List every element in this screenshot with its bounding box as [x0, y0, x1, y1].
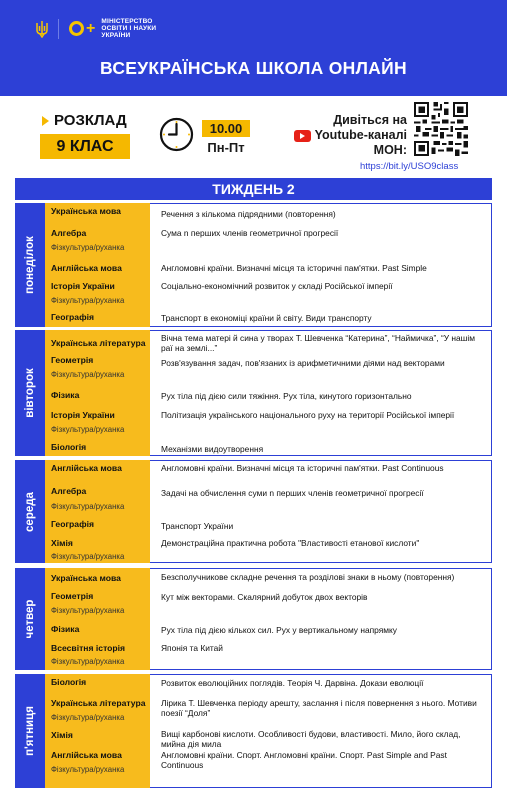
subject-cell	[45, 621, 150, 637]
subject-name: Українська мова	[51, 573, 121, 583]
lesson-topic: Рух тіла під дією сили тяжіння. Рух тіла, кинутого горизонтально	[161, 391, 412, 401]
day-label-bar	[15, 674, 45, 788]
subject-name: Всесвітня історія	[51, 643, 126, 653]
subject-activity: Фізкультура/руханка	[51, 370, 125, 379]
lesson-topic: Англомовні країни. Визначні місця та історичні пам'ятки. Past Continuous	[161, 463, 444, 473]
subject-name: Біологія	[51, 677, 87, 687]
subject-cell	[45, 225, 150, 260]
subject-cell	[45, 750, 150, 788]
subject-name: Геометрія	[51, 591, 94, 601]
lesson-row	[45, 278, 492, 309]
subject-cell	[45, 480, 150, 516]
subject-cell	[45, 387, 150, 407]
ministry-line: МІНІСТЕРСТВО	[101, 18, 153, 25]
day-section-tuesday	[15, 330, 492, 456]
day-label-bar	[15, 568, 45, 670]
lesson-topic: Транспорт України	[161, 521, 234, 531]
page-title: ВСЕУКРАЇНСЬКА ШКОЛА ОНЛАЙН	[100, 58, 407, 78]
lesson-row	[45, 352, 492, 387]
qr-code-icon[interactable]	[414, 102, 468, 156]
bullet-triangle-icon	[42, 116, 49, 126]
subject-name: Географія	[51, 519, 94, 529]
week-title-bar: ТИЖДЕНЬ 2	[15, 178, 492, 200]
lesson-row	[45, 637, 492, 670]
subject-name: Англійська мова	[51, 263, 122, 273]
subject-name: Біологія	[51, 442, 87, 452]
lesson-topic: Сума n перших членів геометричної прогресії	[161, 228, 339, 238]
day-section-friday	[15, 674, 492, 788]
ministry-name	[101, 18, 156, 39]
grade-badge: 9 КЛАС	[40, 134, 130, 159]
day-section-monday	[15, 203, 492, 327]
lesson-topic: Розв'язування задач, пов'язаних із арифметичними діями над векторами	[161, 358, 445, 368]
lesson-row	[45, 674, 492, 692]
subject-cell	[45, 440, 150, 456]
subject-name: Історія України	[51, 410, 115, 420]
lesson-topic: Механізми видоутворення	[161, 444, 264, 454]
mon-logo-mark: +	[69, 21, 95, 36]
subject-cell	[45, 674, 150, 692]
youtube-info	[282, 113, 407, 158]
subject-name: Географія	[51, 312, 94, 322]
lesson-row	[45, 480, 492, 516]
day-label-bar	[15, 460, 45, 563]
lesson-row	[45, 440, 492, 456]
subject-activity: Фізкультура/руханка	[51, 713, 125, 722]
lesson-topic: Англомовні країни. Спорт. Англомовні країни. Спорт. Past Simple and Past Continuous	[161, 750, 447, 770]
watch-line: МОН:	[373, 143, 407, 157]
subject-activity: Фізкультура/руханка	[51, 765, 125, 774]
watch-line: Youtube-каналі	[314, 128, 407, 142]
day-section-thursday	[15, 568, 492, 670]
subject-name: Фізика	[51, 390, 80, 400]
lesson-row	[45, 532, 492, 563]
subject-cell	[45, 460, 150, 480]
lesson-topic: Демонстраційна практична робота "Властивості етанової кислоти"	[161, 538, 420, 548]
subject-name: Англійська мова	[51, 750, 122, 760]
day-name: середа	[24, 491, 36, 532]
day-label-bar	[15, 330, 45, 456]
day-name: понеділок	[24, 236, 36, 294]
logo-divider	[58, 19, 59, 39]
lesson-topic: Речення з кількома підрядними (повторення)	[161, 209, 336, 219]
subject-cell	[45, 637, 150, 670]
lesson-topic: Кут між векторами. Скалярний добуток двох векторів	[161, 592, 368, 602]
youtube-icon	[294, 130, 311, 142]
ministry-line: ОСВІТИ І НАУКИ	[101, 25, 157, 32]
subject-cell	[45, 330, 150, 352]
lesson-row	[45, 516, 492, 532]
lesson-row	[45, 260, 492, 278]
schedule-label: РОЗКЛАД	[54, 112, 127, 129]
day-section-wednesday	[15, 460, 492, 563]
lesson-row	[45, 225, 492, 260]
lesson-row	[45, 460, 492, 480]
subject-activity: Фізкультура/руханка	[51, 425, 125, 434]
lesson-row	[45, 621, 492, 637]
header-banner	[0, 0, 507, 96]
subject-name: Геометрія	[51, 355, 94, 365]
lesson-topic: Вищі карбонові кислоти. Особливості будови, властивості. Мило, його склад, мийна дія мила	[161, 729, 461, 749]
subject-name: Українська мова	[51, 206, 121, 216]
lesson-row	[45, 587, 492, 621]
subject-name: Фізика	[51, 624, 80, 634]
youtube-link[interactable]: https://bit.ly/USO9class	[360, 161, 459, 172]
lesson-row	[45, 692, 492, 728]
subject-activity: Фізкультура/руханка	[51, 243, 125, 252]
subject-cell	[45, 692, 150, 728]
day-name: четвер	[24, 599, 36, 639]
subject-cell	[45, 309, 150, 327]
subject-name: Хімія	[51, 730, 73, 740]
day-name: вівторок	[24, 368, 36, 418]
subject-cell	[45, 407, 150, 440]
subject-name: Алгебра	[51, 486, 87, 496]
subject-name: Хімія	[51, 538, 73, 548]
lesson-topic: Лірика Т. Шевченка періоду арешту, заслання і після повернення з нього. Мотиви поезії “Доля”	[161, 698, 477, 718]
lesson-row	[45, 330, 492, 352]
subject-cell	[45, 532, 150, 563]
subject-activity: Фізкультура/руханка	[51, 606, 125, 615]
lesson-topic: Англомовні країни. Визначні місця та історичні пам'ятки. Past Simple	[161, 263, 427, 273]
lesson-topic: Японія та Китай	[161, 643, 223, 653]
subject-activity: Фізкультура/руханка	[51, 552, 125, 561]
lesson-topic: Рух тіла під дією кількох сил. Рух у вертикальному напрямку	[161, 625, 397, 635]
subject-activity: Фізкультура/руханка	[51, 296, 125, 305]
subject-cell	[45, 260, 150, 278]
day-label-bar	[15, 203, 45, 327]
subject-activity: Фізкультура/руханка	[51, 657, 125, 666]
subject-name: Англійська мова	[51, 463, 122, 473]
lesson-topic: Розвиток еволюційних поглядів. Теорія Ч. Дарвіна. Докази еволюції	[161, 678, 424, 688]
subject-activity: Фізкультура/руханка	[51, 502, 125, 511]
subject-cell	[45, 728, 150, 750]
lesson-topic: Транспорт в економіці країни й світу. Види транспорту	[161, 313, 372, 323]
day-name: п'ятниця	[24, 706, 36, 756]
lesson-row	[45, 750, 492, 788]
lesson-topic: Безсполучникове складне речення та розділові знаки в ньому (повторення)	[161, 572, 455, 582]
clock-icon	[158, 116, 195, 153]
subject-cell	[45, 516, 150, 532]
lesson-topic: Задачі на обчислення суми n перших членів геометричної прогресії	[161, 488, 424, 498]
subject-cell	[45, 278, 150, 309]
subject-cell	[45, 352, 150, 387]
subject-cell	[45, 568, 150, 587]
watch-line: Дивіться на	[333, 113, 407, 127]
subject-cell	[45, 203, 150, 225]
subject-name: Алгебра	[51, 228, 87, 238]
lesson-row	[45, 309, 492, 327]
lesson-row	[45, 568, 492, 587]
time-badge: 10.00	[202, 120, 250, 137]
lesson-topic: Вічна тема матері й сина у творах Т. Шевченка “Катерина”, “Наймичка”, “У нашім раї на землі...”	[161, 333, 476, 353]
lesson-row	[45, 407, 492, 440]
subject-name: Історія України	[51, 281, 115, 291]
lesson-row	[45, 728, 492, 750]
trident-icon	[36, 20, 48, 38]
subject-cell	[45, 587, 150, 621]
weekdays-text: Пн-Пт	[207, 140, 245, 155]
lesson-topic: Політизація українського національного руху на території Російської імперії	[161, 410, 455, 420]
subject-name: Українська література	[51, 338, 146, 348]
lesson-topic: Соціально-економічний розвиток у складі Російської імперії	[161, 281, 393, 291]
subject-name: Українська література	[51, 698, 146, 708]
lesson-row	[45, 387, 492, 407]
ministry-line: УКРАЇНИ	[101, 32, 131, 39]
lesson-row	[45, 203, 492, 225]
ministry-logo	[36, 18, 156, 39]
